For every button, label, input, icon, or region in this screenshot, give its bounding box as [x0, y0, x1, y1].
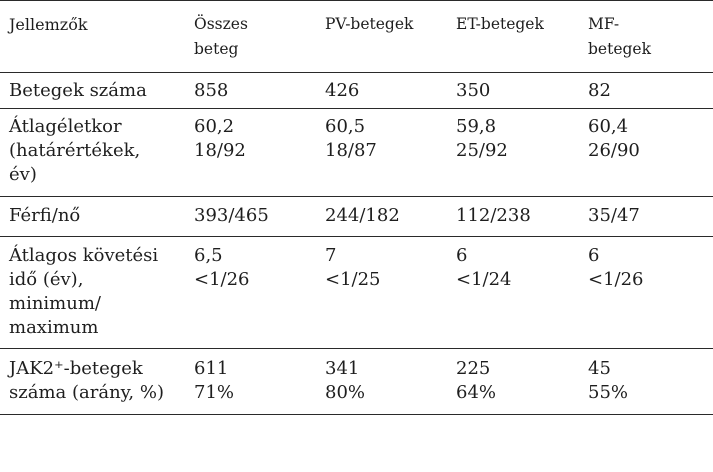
row-label: Férfi/nő: [0, 197, 185, 237]
row-label: Betegek száma: [0, 73, 185, 109]
header-et-patients: ET-betegek: [447, 1, 579, 73]
table-cell: 6 <1/26: [579, 237, 713, 349]
table-cell: 611 71%: [185, 349, 316, 415]
table-cell: 225 64%: [447, 349, 579, 415]
table-cell: 858: [185, 73, 316, 109]
header-pv-patients: PV-betegek: [316, 1, 447, 73]
table-row: [0, 73, 713, 109]
header-characteristics: Jellemzők: [0, 1, 185, 73]
header-all-patients: Összes beteg: [185, 1, 316, 73]
table-row: [0, 237, 713, 349]
row-label: Átlagos követési idő (év), minimum/ maximum: [0, 237, 185, 349]
table-cell: 244/182: [316, 197, 447, 237]
table-cell: 60,5 18/87: [316, 109, 447, 197]
table-cell: 82: [579, 73, 713, 109]
table-header-row: [0, 1, 713, 73]
row-label: JAK2⁺-betegek száma (arány, %): [0, 349, 185, 415]
table-row: [0, 197, 713, 237]
table-cell: 35/47: [579, 197, 713, 237]
header-mf-patients: MF- betegek: [579, 1, 713, 73]
table-cell: 341 80%: [316, 349, 447, 415]
table-cell: 6,5 <1/26: [185, 237, 316, 349]
table-cell: 59,8 25/92: [447, 109, 579, 197]
table-cell: 60,4 26/90: [579, 109, 713, 197]
table-cell: 60,2 18/92: [185, 109, 316, 197]
table-cell: 393/465: [185, 197, 316, 237]
table-cell: 45 55%: [579, 349, 713, 415]
table-cell: 7 <1/25: [316, 237, 447, 349]
table-row: [0, 109, 713, 197]
table-cell: 6 <1/24: [447, 237, 579, 349]
table-cell: 426: [316, 73, 447, 109]
table-cell: 350: [447, 73, 579, 109]
table-cell: 112/238: [447, 197, 579, 237]
table-row: [0, 349, 713, 415]
row-label: Átlagéletkor (határértékek, év): [0, 109, 185, 197]
